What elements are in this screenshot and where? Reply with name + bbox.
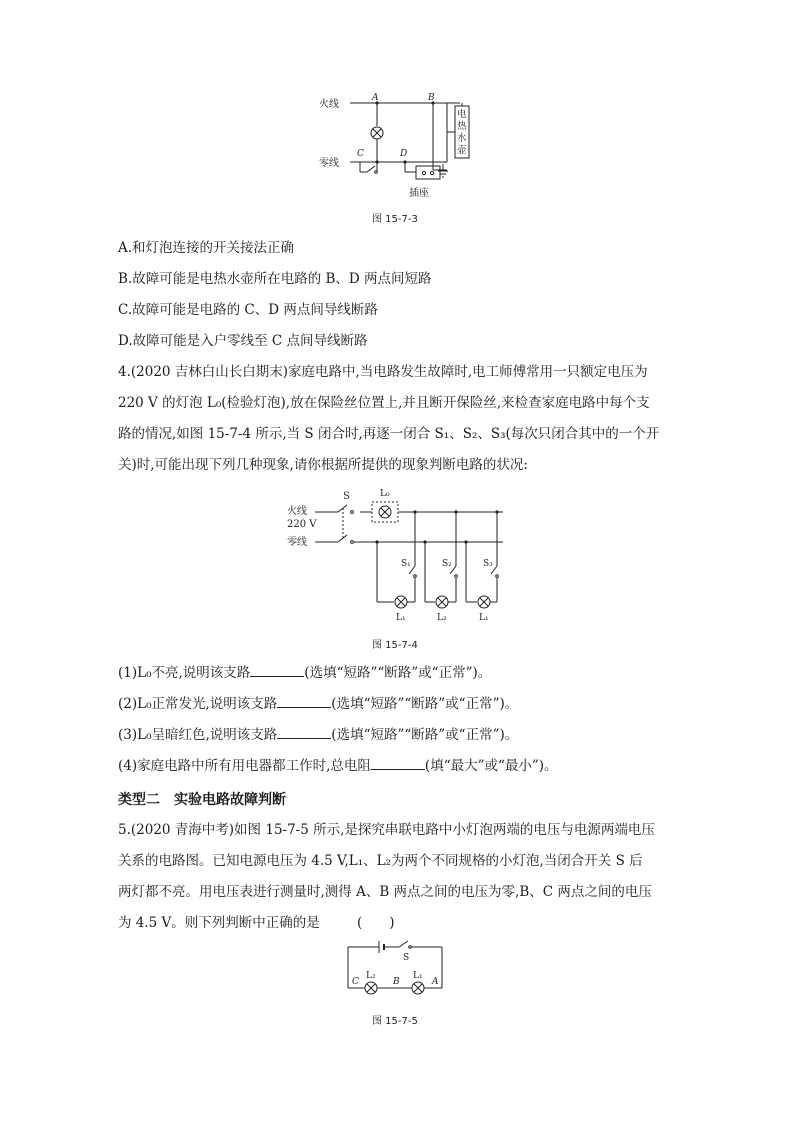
- node-c-label: C: [357, 149, 364, 159]
- node-a-label: A: [432, 977, 439, 987]
- sub-question-text: (3)L₀呈暗红色,说明该支路: [118, 727, 278, 743]
- sub-question-4: [118, 756, 558, 776]
- socket-label: 插座: [409, 188, 429, 199]
- option-c: C.故障可能是电路的 C、D 两点间导线断路: [118, 302, 378, 318]
- answer-paren[interactable]: ( ): [357, 915, 395, 931]
- node-d-label: D: [400, 149, 408, 159]
- question-4-line-1: 4.(2020 吉林白山长白期末)家庭电路中,当电路发生故障时,电工师傅常用一只额定电压为: [118, 364, 648, 380]
- question-5-line-4: [118, 913, 406, 933]
- switch-3-label: S₃: [483, 559, 493, 569]
- sub-question-3: [118, 725, 518, 745]
- node-c-label: C: [352, 977, 359, 987]
- question-5-line-2: 关系的电路图。已知电源电压为 4.5 V,L₁、L₂为两个不同规格的小灯泡,当闭合开关 S 后: [118, 853, 643, 869]
- lamp-l1-label: L₁: [413, 971, 423, 981]
- answer-blank[interactable]: [277, 694, 331, 708]
- main-switch-label: S: [343, 491, 350, 502]
- figure-15-7-3: [315, 92, 485, 204]
- live-wire-label: 火线: [287, 506, 307, 517]
- live-wire-label: 火线: [319, 99, 339, 110]
- option-d: D.故障可能是入户零线至 C 点间导线断路: [118, 333, 368, 349]
- kettle-label-2: 热: [457, 121, 467, 132]
- figure-15-7-4: [285, 484, 510, 624]
- lamp-l2-label: L₂: [366, 971, 376, 981]
- lamp-2-label: L₂: [437, 613, 447, 623]
- lamp-3-label: L₁: [479, 613, 489, 623]
- lamp-1-label: L₁: [396, 613, 406, 623]
- question-4-line-2: 220 V 的灯泡 L₀(检验灯泡),放在保险丝位置上,并且断开保险丝,来检查家庭电路中每个支: [118, 395, 650, 411]
- node-a-label: A: [372, 93, 379, 103]
- figure-caption: 图 15-7-4: [372, 640, 418, 651]
- neutral-wire-label: 零线: [319, 158, 339, 169]
- question-4-line-4: 关)时,可能出现下列几种现象,请你根据所提供的现象判断电路的状况:: [118, 457, 528, 473]
- question-5-text: 为 4.5 V。则下列判断中正确的是: [118, 915, 320, 931]
- sub-question-hint: (填“最大”或“最小”)。: [424, 758, 558, 774]
- figure-15-7-5: [345, 938, 445, 996]
- figure-caption: 图 15-7-5: [372, 1016, 418, 1027]
- section-heading: 类型二 实验电路故障判断: [118, 792, 286, 808]
- switch-1-label: S₁: [401, 559, 411, 569]
- option-a: A.和灯泡连接的开关接法正确: [118, 240, 295, 256]
- sub-question-1: [118, 663, 491, 683]
- answer-blank[interactable]: [277, 725, 331, 739]
- switch-label: S: [403, 953, 410, 963]
- sub-question-hint: (选填“短路”“断路”或“正常”)。: [331, 727, 519, 743]
- answer-blank[interactable]: [250, 663, 304, 677]
- neutral-wire-label: 零线: [287, 537, 307, 548]
- figure-caption: 图 15-7-3: [372, 214, 418, 225]
- test-lamp-label: L₀: [380, 489, 390, 499]
- sub-question-text: (1)L₀不亮,说明该支路: [118, 665, 251, 681]
- option-b: B.故障可能是电热水壶所在电路的 B、D 两点间短路: [118, 271, 432, 287]
- question-4-line-3: 路的情况,如图 15-7-4 所示,当 S 闭合时,再逐一闭合 S₁、S₂、S₃(每次只闭合其中的一个开: [118, 426, 660, 442]
- node-b-label: B: [428, 93, 435, 103]
- kettle-label-1: 电: [457, 109, 467, 120]
- question-5-line-1: 5.(2020 青海中考)如图 15-7-5 所示,是探究串联电路中小灯泡两端的电压与电源两端电压: [118, 822, 655, 838]
- sub-question-hint: (选填“短路”“断路”或“正常”)。: [304, 665, 492, 681]
- voltage-label: 220 V: [287, 519, 317, 530]
- answer-blank[interactable]: [371, 756, 425, 770]
- sub-question-2: [118, 694, 518, 714]
- switch-2-label: S₂: [442, 559, 452, 569]
- sub-question-text: (4)家庭电路中所有用电器都工作时,总电阻: [118, 758, 371, 774]
- question-5-line-3: 两灯都不亮。用电压表进行测量时,测得 A、B 两点之间的电压为零,B、C 两点之间的电压: [118, 884, 652, 900]
- kettle-label-3: 水: [457, 133, 467, 144]
- kettle-label-4: 壶: [457, 145, 467, 156]
- node-b-label: B: [393, 977, 400, 987]
- sub-question-hint: (选填“短路”“断路”或“正常”)。: [331, 696, 519, 712]
- sub-question-text: (2)L₀正常发光,说明该支路: [118, 696, 278, 712]
